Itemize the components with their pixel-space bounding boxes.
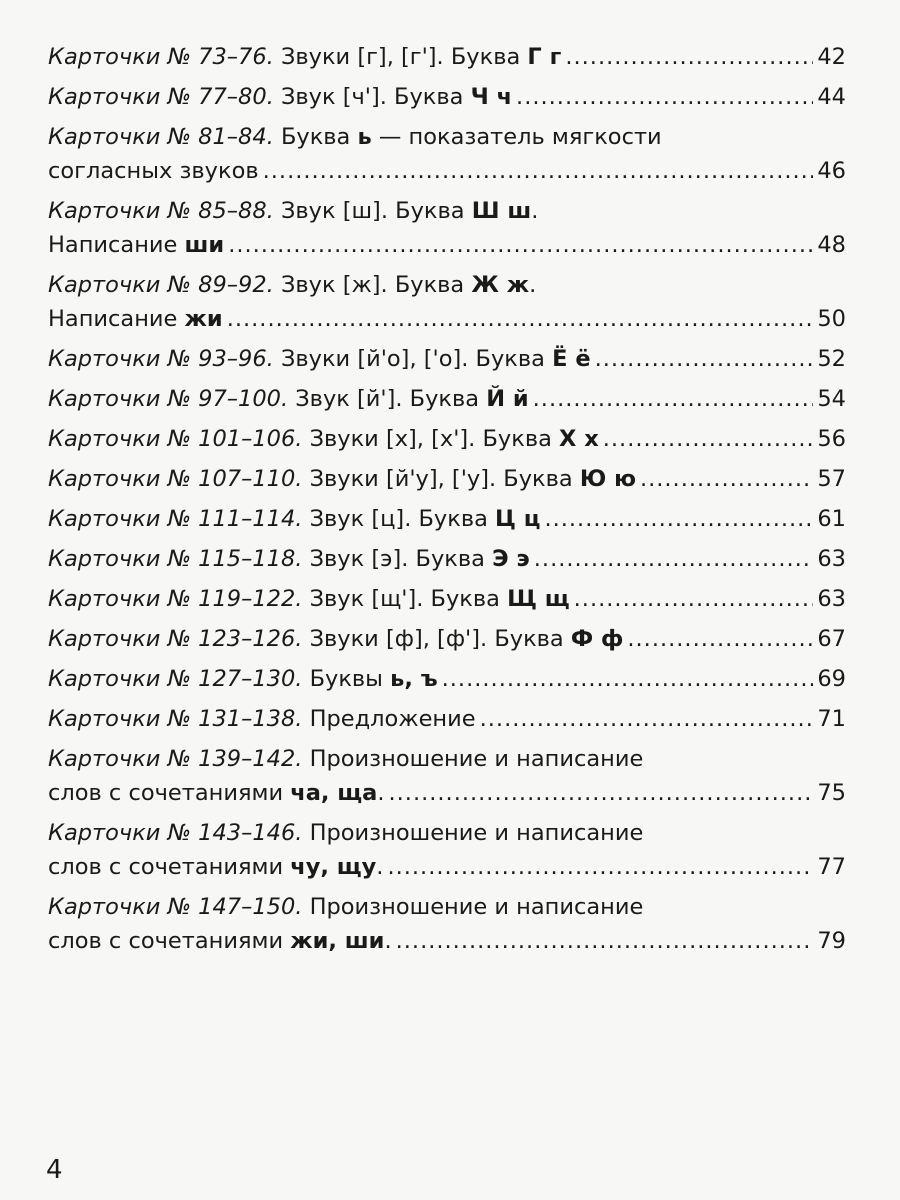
entry-text: Произношение и написание [302,894,644,920]
entry-page-number: 44 [817,84,846,110]
bold-letter: Щ щ [507,586,570,612]
entry-page-number: 46 [817,158,846,184]
toc-entry[interactable] [48,890,846,958]
entry-page-number: 71 [817,706,846,732]
bold-letter: чу, щу [290,854,377,880]
entry-title [48,382,529,416]
dot-leader [565,40,813,74]
dot-leader [544,502,813,536]
entry-label: Карточки № 73–76. [48,44,274,70]
entry-text: Буква [273,124,358,150]
dot-leader [534,542,814,576]
entry-title-continued [48,850,383,884]
entry-page-number: 77 [817,854,846,880]
entry-page-number: 75 [817,780,846,806]
entry-label: Карточки № 123–126. [48,626,303,652]
dot-leader [603,422,814,456]
entry-line-2 [48,850,846,884]
entry-label: Карточки № 139–142. [48,746,303,772]
bold-letter: Э э [492,546,530,572]
entry-line-2 [48,924,846,958]
dot-leader [227,302,814,336]
entry-label: Карточки № 131–138. [48,706,303,732]
entry-text: слов с сочетаниями [48,928,291,954]
toc-entry[interactable] [48,40,846,74]
entry-title [48,422,599,456]
entry-label: Карточки № 97–100. [48,386,289,412]
entry-title-continued [48,302,223,336]
dot-leader [533,382,814,416]
entry-title-continued [48,924,392,958]
entry-text: Произношение и написание [302,746,644,772]
entry-text: Произношение и написание [302,820,644,846]
entry-label: Карточки № 77–80. [48,84,274,110]
bold-letter: Ф ф [570,626,624,652]
dot-leader [387,850,813,884]
entry-text: согласных звуков [48,158,259,184]
dot-leader [442,662,814,696]
bold-letter: Ю ю [579,466,636,492]
entry-title [48,342,591,376]
entry-text: Звуки [х], [х']. Буква [302,426,560,452]
entry-text: . [376,854,384,880]
entry-title [48,80,512,114]
dot-leader [263,154,814,188]
entry-page-number: 50 [817,306,846,332]
dot-leader [396,924,814,958]
toc-entry[interactable] [48,502,846,536]
table-of-contents [48,40,846,964]
entry-line [48,702,846,736]
entry-text: Звук [ж]. Буква [273,272,472,298]
entry-page-number: 42 [817,44,846,70]
entry-line-2 [48,154,846,188]
entry-page-number: 48 [817,232,846,258]
dot-leader [574,582,814,616]
entry-label: Карточки № 147–150. [48,894,303,920]
toc-entry[interactable] [48,702,846,736]
entry-title [48,662,438,696]
entry-line [48,502,846,536]
entry-label: Карточки № 119–122. [48,586,303,612]
entry-text: Звук [щ']. Буква [302,586,508,612]
entry-text: слов с сочетаниями [48,854,291,880]
entry-page-number: 67 [817,626,846,652]
entry-label: Карточки № 81–84. [48,124,274,150]
entry-title-continued [48,776,384,810]
toc-entry[interactable] [48,422,846,456]
toc-entry[interactable] [48,582,846,616]
entry-line-2 [48,776,846,810]
entry-title [48,40,561,74]
entry-text: Звук [ш]. Буква [273,198,472,224]
entry-page-number: 52 [817,346,846,372]
dot-leader [480,702,814,736]
entry-text: . [384,928,392,954]
entry-text: Предложение [302,706,476,732]
bold-letter: ши [184,232,225,258]
entry-title [48,622,623,656]
entry-line [48,462,846,496]
entry-title-continued [48,228,224,262]
entry-page-number: 63 [817,586,846,612]
entry-line [48,662,846,696]
toc-entry[interactable] [48,742,846,810]
entry-page-number: 79 [817,928,846,954]
entry-page-number: 54 [817,386,846,412]
entry-text: . [529,272,537,298]
dot-leader [388,776,813,810]
toc-entry[interactable] [48,268,846,336]
bold-letter: Ч ч [470,84,513,110]
entry-title [48,542,530,576]
bold-letter: Ж ж [471,272,530,298]
toc-entry[interactable] [48,816,846,884]
entry-title [48,582,570,616]
dot-leader [640,462,813,496]
dot-leader [595,342,814,376]
entry-label: Карточки № 143–146. [48,820,303,846]
toc-entry[interactable] [48,662,846,696]
entry-line [48,40,846,74]
entry-text: — показатель мягкости [371,124,662,150]
entry-text: Звук [ч']. Буква [273,84,471,110]
toc-entry[interactable] [48,542,846,576]
entry-text: Звуки [г], [г']. Буква [273,44,528,70]
dot-leader [228,228,813,262]
bold-letter: ь [357,124,372,150]
entry-text: Звуки [й'у], ['у]. Буква [302,466,580,492]
entry-page-number: 56 [817,426,846,452]
entry-title [48,702,476,736]
entry-label: Карточки № 93–96. [48,346,274,372]
entry-label: Карточки № 107–110. [48,466,303,492]
entry-label: Карточки № 115–118. [48,546,303,572]
entry-line-2 [48,302,846,336]
entry-line-1 [48,120,846,154]
dot-leader [516,80,813,114]
entry-line [48,422,846,456]
bold-letter: жи [184,306,223,332]
bold-letter: ча, ща [290,780,378,806]
toc-entry[interactable] [48,342,846,376]
entry-text: Звуки [ф], [ф']. Буква [302,626,571,652]
page-number: 4 [46,1155,63,1185]
entry-text: . [531,198,539,224]
entry-text: слов с сочетаниями [48,780,291,806]
entry-label: Карточки № 89–92. [48,272,274,298]
entry-page-number: 69 [817,666,846,692]
toc-entry[interactable] [48,622,846,656]
entry-line [48,342,846,376]
entry-text: Звук [ц]. Буква [302,506,496,532]
bold-letter: Ш ш [471,198,532,224]
entry-text: Звук [э]. Буква [302,546,493,572]
entry-line [48,622,846,656]
toc-entry[interactable] [48,462,846,496]
bold-letter: Г г [527,44,562,70]
bold-letter: Ц ц [495,506,541,532]
entry-line [48,382,846,416]
entry-title [48,462,636,496]
entry-label: Карточки № 85–88. [48,198,274,224]
entry-page-number: 61 [817,506,846,532]
entry-title-continued [48,154,259,188]
toc-entry[interactable] [48,80,846,114]
entry-text: Звуки [й'о], ['о]. Буква [273,346,553,372]
entry-line-1 [48,890,846,924]
entry-text: Звук [й']. Буква [288,386,487,412]
entry-text: Буквы [302,666,391,692]
bold-letter: ь, ъ [390,666,438,692]
bold-letter: Х х [559,426,599,452]
entry-line-1 [48,194,846,228]
bold-letter: жи, ши [290,928,385,954]
entry-page-number: 63 [817,546,846,572]
bold-letter: Й й [486,386,529,412]
entry-label: Карточки № 101–106. [48,426,303,452]
entry-line [48,542,846,576]
dot-leader [627,622,813,656]
entry-title [48,502,540,536]
toc-entry[interactable] [48,382,846,416]
toc-entry[interactable] [48,194,846,262]
entry-line-1 [48,742,846,776]
entry-text: Написание [48,306,185,332]
entry-line-1 [48,816,846,850]
entry-line-1 [48,268,846,302]
entry-line [48,80,846,114]
entry-line [48,582,846,616]
entry-label: Карточки № 127–130. [48,666,303,692]
bold-letter: Ё ё [552,346,591,372]
entry-page-number: 57 [817,466,846,492]
entry-text: Написание [48,232,185,258]
entry-line-2 [48,228,846,262]
entry-label: Карточки № 111–114. [48,506,303,532]
entry-text: . [377,780,385,806]
toc-entry[interactable] [48,120,846,188]
